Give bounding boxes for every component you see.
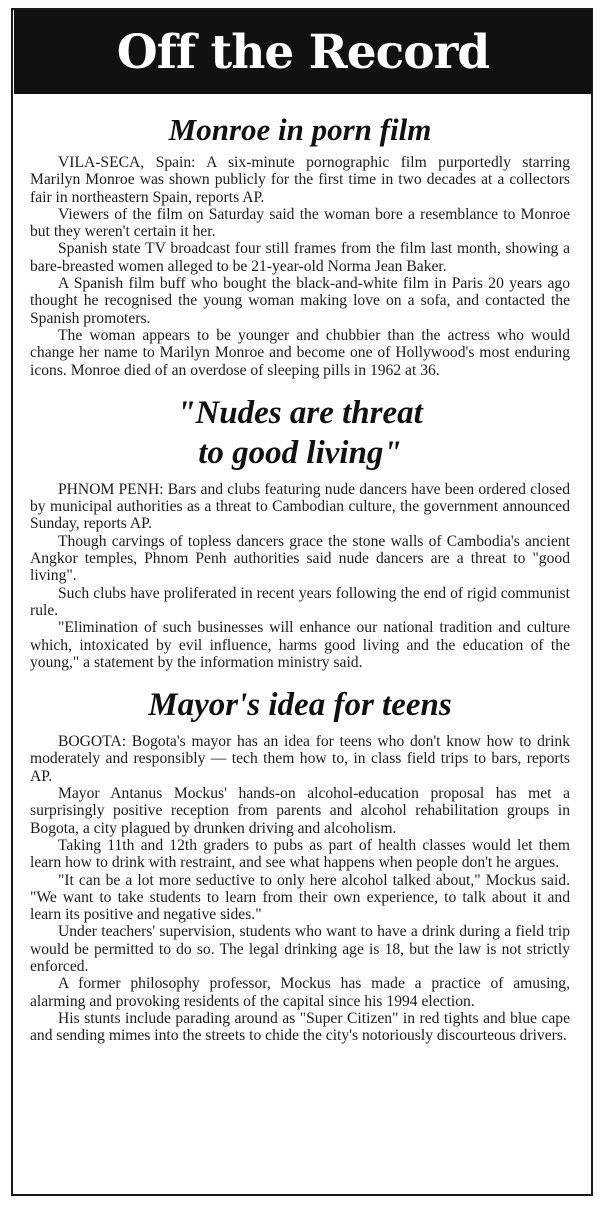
story-nudes bbox=[30, 393, 570, 671]
article-column bbox=[30, 112, 570, 1044]
headline-nudes-line2: to good living" bbox=[198, 434, 402, 471]
story-mayor bbox=[30, 685, 570, 1044]
story-nudes-paragraph: PHNOM PENH: Bars and clubs featuring nude dancers have been ordered closed by municipal authorities as a threat to Cambodian culture, the government announced Sunday, reports AP. bbox=[30, 480, 570, 533]
story-monroe bbox=[30, 112, 570, 379]
story-monroe-paragraph: Viewers of the film on Saturday said the woman bore a resemblance to Monroe but they weren't certain it her. bbox=[30, 205, 570, 241]
masthead-banner bbox=[14, 10, 592, 94]
story-nudes-paragraph: Though carvings of topless dancers grace the stone walls of Cambodia's ancient Angkor temples, Phnom Penh authorities said nude dancers are a threat to "good living". bbox=[30, 532, 570, 585]
headline-mayor: Mayor's idea for teens bbox=[148, 687, 452, 724]
story-monroe-paragraph: Spanish state TV broadcast four still frames from the film last month, showing a bare-breasted women alleged to be 21-year-old Norma Jean Baker. bbox=[30, 240, 570, 275]
headline-nudes bbox=[30, 393, 570, 473]
story-mayor-paragraph: "It can be a lot more seductive to only here alcohol talked about," Mockus said. "We want to take students to learn from their own experience, to talk about it and learn its positive and negative sides." bbox=[30, 871, 570, 924]
story-mayor-paragraph: Taking 11th and 12th graders to pubs as part of health classes would let them learn how to drink with restraint, and see what happens when people don't he argues. bbox=[30, 836, 570, 872]
story-mayor-paragraph: His stunts include parading around as "Super Citizen" in red tights and blue cape and sending mimes into the streets to chide the city's notoriously discourteous drivers. bbox=[30, 1009, 570, 1045]
story-nudes-paragraph: Such clubs have proliferated in recent years following the end of rigid communist rule. bbox=[30, 584, 570, 619]
story-mayor-paragraph: BOGOTA: Bogota's mayor has an idea for teens who don't know how to drink moderately and responsibly — tech them how to, in class field trips to bars, reports AP. bbox=[30, 733, 570, 785]
story-mayor-paragraph: Mayor Antanus Mockus' hands-on alcohol-education proposal has met a surprisingly positive reception from parents and alcohol rehabilitation groups in Bogota, a city plagued by drunken driving and alcoholism. bbox=[30, 785, 570, 837]
masthead-title: Off the Record bbox=[116, 24, 490, 80]
story-mayor-paragraph: A former philosophy professor, Mockus has made a practice of amusing, alarming and provoking residents of the capital since his 1994 election. bbox=[30, 975, 570, 1010]
story-monroe-paragraph: The woman appears to be younger and chubbier than the actress who would change her name to Marilyn Monroe and become one of Hollywood's most enduring icons. Monroe died of an overdose of sleeping pills in 1962 at 36. bbox=[30, 326, 570, 379]
story-nudes-paragraph: "Elimination of such businesses will enhance our national tradition and culture which, intoxicated by evil influence, harms good living and the education of the young," a statement by the information ministry said. bbox=[30, 619, 570, 671]
headline-monroe: Monroe in porn film bbox=[168, 112, 432, 147]
story-monroe-paragraph: VILA-SECA, Spain: A six-minute pornographic film purportedly starring Marilyn Monroe was shown publicly for the first time in two decades at a collectors fair in northeastern Spain, reports AP. bbox=[30, 154, 570, 206]
headline-nudes-line1: "Nudes are threat bbox=[177, 394, 423, 431]
story-monroe-paragraph: A Spanish film buff who bought the black-and-white film in Paris 20 years ago thought he recognised the young woman making love on a sofa, and contacted the Spanish promoters. bbox=[30, 275, 570, 327]
story-mayor-paragraph: Under teachers' supervision, students who want to have a drink during a field trip would be permitted to do so. The legal drinking age is 18, but the law is not strictly enforced. bbox=[30, 923, 570, 975]
